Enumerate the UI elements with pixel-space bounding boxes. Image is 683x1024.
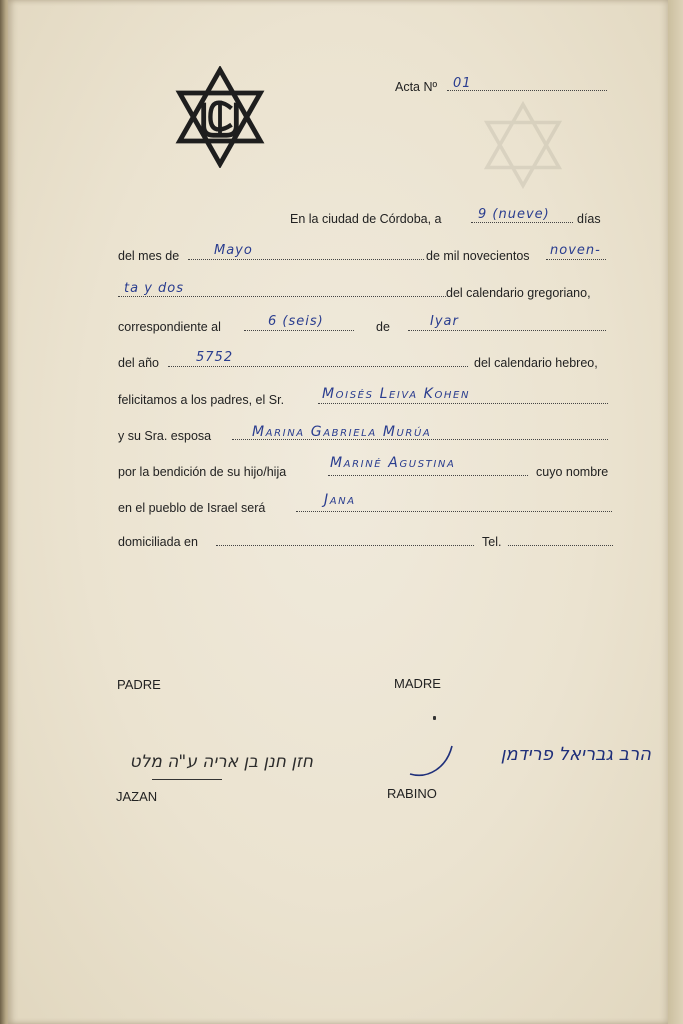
hebrew-day-value: 6 (seis) <box>268 314 324 329</box>
hebrew-date-row <box>118 314 606 334</box>
adjacent-page-edge <box>668 0 683 1024</box>
jazan-signature: חזן חנן בן אריה ע"ה מלט <box>129 752 313 772</box>
year-value-part1: noven- <box>550 243 601 258</box>
acta-number: 01 <box>453 76 472 91</box>
father-name-value: Moisés Leiva Kohen <box>322 386 471 402</box>
madre-label: MADRE <box>394 676 441 691</box>
hebrew-year-value: 5752 <box>196 350 234 365</box>
heb-year-label: del año <box>118 356 160 370</box>
hebrew-month-value: Iyar <box>430 314 459 329</box>
certificate-page <box>8 0 668 1024</box>
year-label: de mil novecientos <box>426 249 530 263</box>
rabino-signature: הרב גבריאל פרידמן <box>500 744 651 765</box>
gregorian-row <box>118 280 608 300</box>
father-row <box>118 387 608 407</box>
month-label: del mes de <box>118 249 180 263</box>
ink-dot <box>433 716 436 720</box>
address-row <box>118 529 613 549</box>
hebrew-name-value: Jana <box>324 492 356 508</box>
israel-label: en el pueblo de Israel será <box>118 501 266 515</box>
bleed-through-star <box>478 100 568 190</box>
de-label: de <box>376 320 390 334</box>
father-label: felicitamos a los padres, el Sr. <box>118 393 285 407</box>
cuyo-nombre-label: cuyo nombre <box>536 465 609 479</box>
gregorian-label: del calendario gregoriano, <box>446 286 591 300</box>
child-name-value: Mariné Agustina <box>330 455 456 471</box>
mother-name-value: Marina Gabriela Murúa <box>252 424 432 440</box>
days-label: días <box>577 212 601 226</box>
padre-label: PADRE <box>117 677 161 692</box>
day-row <box>290 206 606 226</box>
month-value: Mayo <box>214 243 253 258</box>
jazan-label: JAZAN <box>116 789 158 804</box>
corresp-label: correspondiente al <box>118 320 221 334</box>
acta-label: Acta Nº <box>395 80 438 94</box>
rabino-label: RABINO <box>387 786 437 801</box>
child-label: por la bendición de su hijo/hija <box>118 465 287 479</box>
month-row <box>118 243 606 263</box>
year-value-part2: ta y dos <box>124 281 184 296</box>
star-of-david-emblem-icon <box>172 66 268 168</box>
acta-number-row <box>395 74 607 94</box>
rabino-signature-flourish <box>406 740 466 780</box>
child-row <box>118 455 618 479</box>
city-label: En la ciudad de Córdoba, a <box>290 212 442 226</box>
tel-label: Tel. <box>482 535 502 549</box>
day-value: 9 (nueve) <box>478 207 550 222</box>
hebrew-year-row <box>118 350 618 370</box>
hebrew-name-row <box>118 492 613 515</box>
mother-row <box>118 423 608 443</box>
jazan-signature-line <box>152 779 222 780</box>
address-label: domiciliada en <box>118 535 198 549</box>
mother-label: y su Sra. esposa <box>118 429 212 443</box>
hebrew-calendar-label: del calendario hebreo, <box>474 356 598 370</box>
